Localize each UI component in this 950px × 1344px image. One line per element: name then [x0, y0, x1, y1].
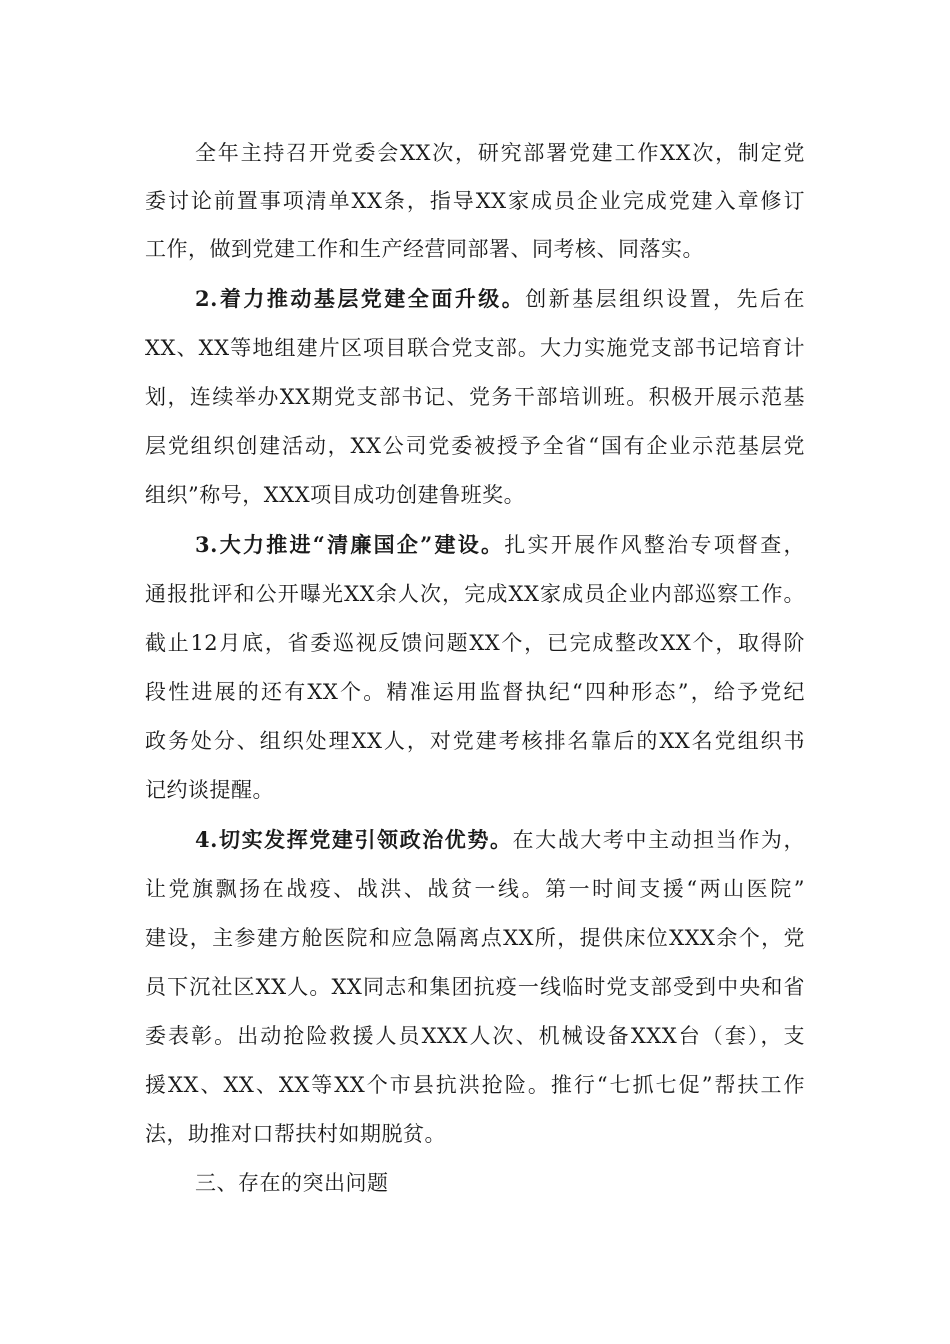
paragraph-1-line-2: 委讨论前置事项清单XX条，指导XX家成员企业完成党建入章修订 — [145, 189, 805, 213]
paragraph-4-line-1 — [195, 825, 805, 855]
paragraph-4-line-6: 援XX、XX、XX等XX个市县抗洪抢险。推行“七抓七促”帮扶工作 — [145, 1073, 805, 1097]
paragraph-2-line-3: 划，连续举办XX期党支部书记、党务干部培训班。积极开展示范基 — [145, 385, 805, 409]
paragraph-3-line-2: 通报批评和公开曝光XX余人次，完成XX家成员企业内部巡察工作。 — [145, 582, 805, 606]
paragraph-3-line-1-text: 扎实开展作风整治专项督查， — [504, 533, 805, 557]
paragraph-1-line-1: 全年主持召开党委会XX次，研究部署党建工作XX次，制定党 — [195, 141, 805, 165]
paragraph-3-line-1 — [195, 530, 805, 560]
paragraph-2-heading: 2.着力推动基层党建全面升级。 — [195, 286, 526, 311]
paragraph-2-line-1-text: 创新基层组织设置，先后在 — [525, 287, 806, 311]
paragraph-1-line-3: 工作，做到党建工作和生产经营同部署、同考核、同落实。 — [145, 237, 704, 261]
paragraph-3-line-4: 段性进展的还有XX个。精准运用监督执纪“四种形态”，给予党纪 — [145, 680, 805, 704]
paragraph-2-line-1 — [195, 284, 805, 314]
paragraph-2-line-5: 组织”称号，XXX项目成功创建鲁班奖。 — [145, 483, 526, 507]
paragraph-2-line-4: 层党组织创建活动，XX公司党委被授予全省“国有企业示范基层党 — [145, 434, 805, 458]
paragraph-4-line-7: 法，助推对口帮扶村如期脱贫。 — [145, 1122, 446, 1146]
paragraph-4-line-3: 建设，主参建方舱医院和应急隔离点XX所，提供床位XXX余个，党 — [145, 926, 805, 950]
paragraph-3-line-5: 政务处分、组织处理XX人，对党建考核排名靠后的XX名党组织书 — [145, 729, 805, 753]
paragraph-3-line-3: 截止12月底，省委巡视反馈问题XX个，已完成整改XX个，取得阶 — [145, 631, 805, 655]
section-heading: 三、存在的突出问题 — [195, 1171, 389, 1195]
paragraph-4-line-4: 员下沉社区XX人。XX同志和集团抗疫一线临时党支部受到中央和省 — [145, 975, 805, 999]
paragraph-3-heading: 3.大力推进“清廉国企”建设。 — [195, 532, 505, 557]
paragraph-2-line-2: XX、XX等地组建片区项目联合党支部。大力实施党支部书记培育计 — [145, 336, 805, 360]
paragraph-4-heading: 4.切实发挥党建引领政治优势。 — [195, 827, 513, 852]
paragraph-3-line-6: 记约谈提醒。 — [145, 778, 274, 802]
paragraph-4-line-5: 委表彰。出动抢险救援人员XXX人次、机械设备XXX台（套），支 — [145, 1024, 805, 1048]
paragraph-4-line-2: 让党旗飘扬在战疫、战洪、战贫一线。第一时间支援“两山医院” — [145, 877, 805, 901]
paragraph-4-line-1-text: 在大战大考中主动担当作为， — [512, 828, 806, 852]
